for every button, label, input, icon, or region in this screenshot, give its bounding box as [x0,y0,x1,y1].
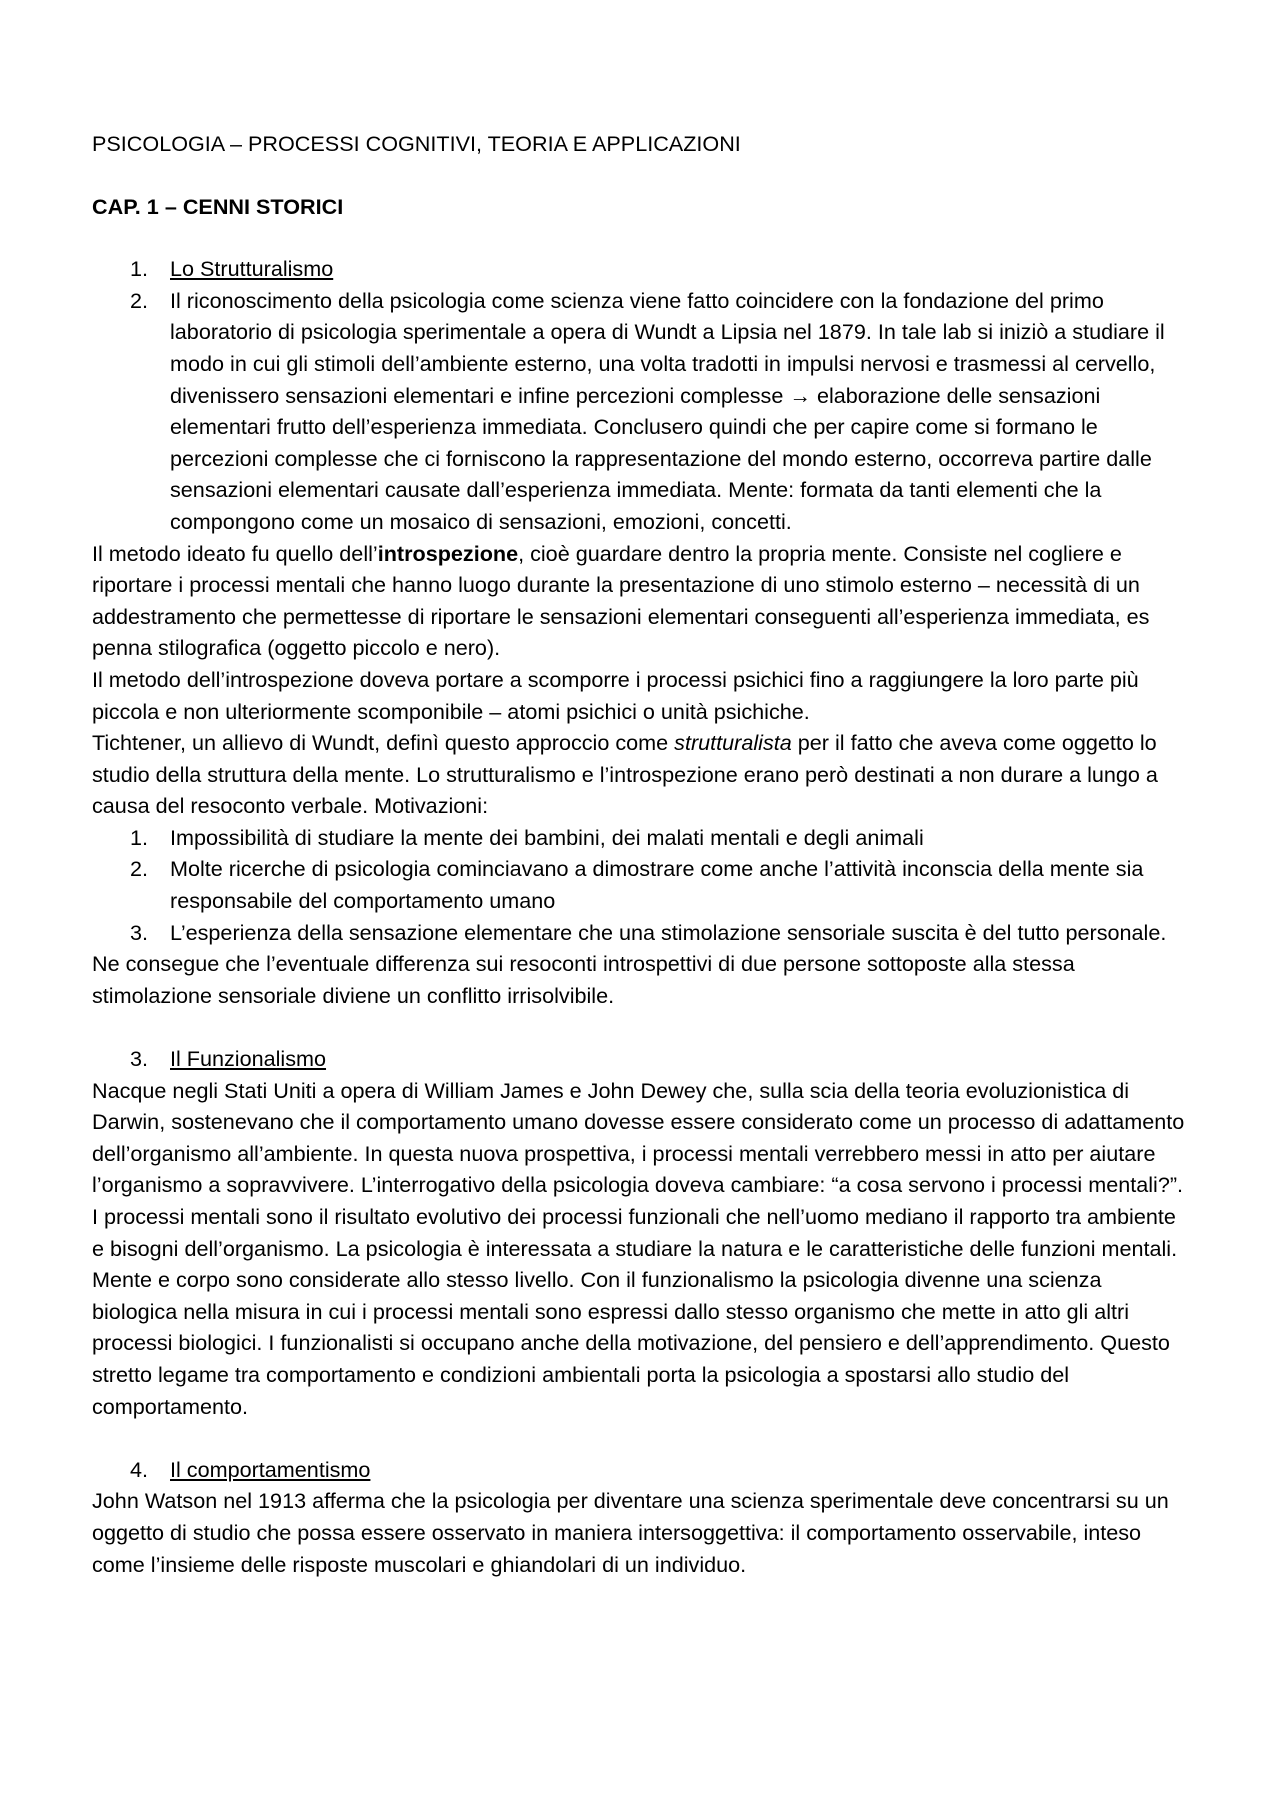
chapter-heading: CAP. 1 – CENNI STORICI [92,193,344,219]
italic-term: strutturalista [674,730,792,756]
list-item [92,1454,1192,1486]
list-number: 3. [130,919,149,945]
structuralism-list [92,253,1192,537]
section-heading-functionalism: Il Funzionalismo [170,1046,327,1072]
list-item [92,253,1192,285]
list-item [92,285,1192,538]
list-number: 1. [130,256,149,282]
list-item-text: Il riconoscimento della psicologia come scienza viene fatto coincidere con la fondazione del primo laboratorio di psicologia sperimentale a opera di Wundt a Lipsia nel 1879. In tale lab si iniziò a studiare il modo in cui gli stimoli dell’ambiente esterno, una volta tradotti in impulsi nervosi e trasmessi al cervello, divenissero sensazioni elementari e infine percezioni complesse [170,287,1165,408]
paragraph-tichtener [92,727,1192,822]
text-run: , cioè guardare dentro la propria mente. Consiste nel cogliere e riportare i processi mentali che hanno luogo durante la presentazione di uno stimolo esterno – necessità di un addestramento che permettesse di riportare le sensazioni elementari conseguenti all’esperienza immediata, es penna stilografica (oggetto piccolo e nero). [92,540,1150,661]
list-item-text: Impossibilità di studiare la mente dei bambini, dei malati mentali e degli animali [170,824,924,850]
list-item-text-continued: elaborazione delle sensazioni elementari frutto dell’esperienza immediata. Conclusero quindi che per capire come si formano le percezioni complesse che ci forniscono la rappresentazione del mondo esterno, occorreva partire dalle sensazioni elementari causate dall’esperienza immediata. Mente: formata da tanti elementi che la compongono come un mosaico di sensazioni, emozioni, concetti. [170,382,1152,534]
document-title: PSICOLOGIA – PROCESSI COGNITIVI, TEORIA E APPLICAZIONI [92,131,741,156]
list-item [92,822,1192,854]
text-run: per il fatto che aveva come oggetto lo studio della struttura della mente. Lo strutturalismo e l’introspezione erano però destinati a non durare a lungo a causa del resoconto verbale. Motivazioni: [92,730,1158,819]
document-page [92,128,1192,1580]
list-number: 2. [130,856,149,882]
spacer [92,1011,1192,1043]
list-item [92,853,1192,916]
bold-term: introspezione [377,540,519,566]
list-item-text: L’esperienza della sensazione elementare che una stimolazione sensoriale suscita è del tutto personale. [170,919,1167,945]
list-number: 3. [130,1046,149,1072]
spacer [92,1422,1192,1454]
paragraph: Il metodo dell’introspezione doveva portare a scomporre i processi psichici fino a raggiungere la loro parte più piccola e non ulteriormente scomponibile – atomi psichici o unità psichiche. [92,666,1139,724]
list-item [92,1043,1192,1075]
text-run: Tichtener, un allievo di Wundt, definì questo approccio come [92,730,675,756]
section-heading-behaviorism: Il comportamentismo [170,1456,371,1482]
list-item [92,917,1192,949]
paragraph: Ne consegue che l’eventuale differenza sui resoconti introspettivi di due persone sottoposte alla stessa stimolazione sensoriale diviene un conflitto irrisolvibile. [92,951,1075,1008]
list-number: 4. [130,1456,149,1482]
functionalism-heading-list [92,1043,1192,1075]
paragraph-behaviorism: John Watson nel 1913 afferma che la psicologia per diventare una scienza sperimentale deve concentrarsi su un oggetto di studio che possa essere osservato in maniera intersoggettiva: il comportamento osservabile, inteso come l’insieme delle risposte muscolari e ghiandolari di un individuo. [92,1488,1169,1577]
motivations-list [92,822,1192,948]
behaviorism-heading-list [92,1454,1192,1486]
list-item-text: Molte ricerche di psicologia cominciavano a dimostrare come anche l’attività inconscia della mente sia responsabile del comportamento umano [170,856,1144,914]
text-run: Il metodo ideato fu quello dell’ [92,540,378,566]
paragraph-functionalism: Nacque negli Stati Uniti a opera di William James e John Dewey che, sulla scia della teoria evoluzionistica di Darwin, sostenevano che il comportamento umano dovesse essere considerato come un processo di adattamento dell’organismo all’ambiente. In questa nuova prospettiva, i processi mentali verrebbero messi in atto per aiutare l’organismo a sopravvivere. L’interrogativo della psicologia doveva cambiare: “a cosa servono i processi mentali?”. I processi mentali sono il risultato evolutivo dei processi funzionali che nell’uomo mediano il rapporto tra ambiente e bisogni dell’organismo. La psicologia è interessata a studiare la natura e le caratteristiche delle funzioni mentali. Mente e corpo sono considerate allo stesso livello. Con il funzionalismo la psicologia divenne una scienza biologica nella misura in cui i processi mentali sono espressi dallo stesso organismo che mette in atto gli altri processi biologici. I funzionalisti si occupano anche della motivazione, del pensiero e dell’apprendimento. Questo stretto legame tra comportamento e condizioni ambientali porta la psicologia a spostarsi allo studio del comportamento. [92,1077,1185,1419]
paragraph-introspection [92,538,1192,664]
section-heading-structuralism: Lo Strutturalismo [170,256,334,282]
arrow-right-icon: → [789,382,811,408]
list-number: 1. [130,824,149,850]
list-number: 2. [130,287,149,313]
